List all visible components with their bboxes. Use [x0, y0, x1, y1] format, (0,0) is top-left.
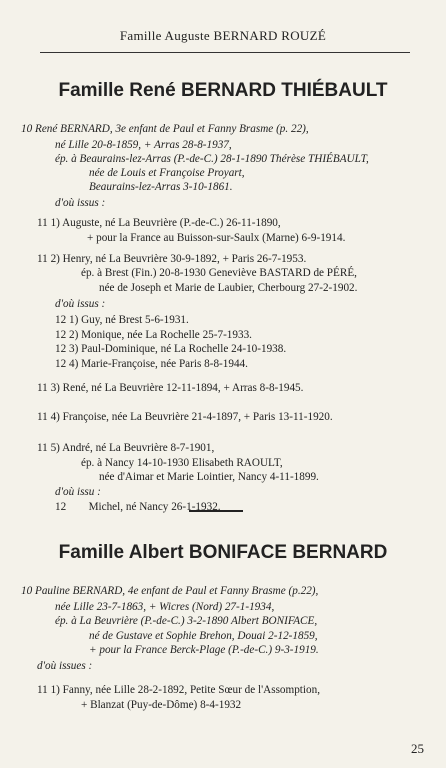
entry-line: 11 5) André, né La Beuvrière 8-7-1901,	[37, 442, 215, 454]
entry-line: 12 4) Marie-Françoise, née Paris 8-8-1944.	[55, 358, 248, 370]
entry-line: né Lille 20-8-1859, + Arras 28-8-1937,	[55, 139, 232, 151]
entry-line: + pour la France au Buisson-sur-Saulx (Marne) 6-9-1914.	[87, 232, 346, 244]
entry-line: 11 3) René, né La Beuvrière 12-11-1894, + Arras 8-8-1945.	[37, 382, 304, 394]
entry-line: + pour la France Berck-Plage (P.-de-C.) 9-3-1919.	[89, 644, 319, 656]
entry-line: d'où issus :	[55, 197, 106, 209]
running-header: Famille Auguste BERNARD ROUZÉ	[119, 28, 327, 43]
entry-line: 12 2) Monique, née La Rochelle 25-7-1933.	[55, 329, 252, 341]
entry-line: née d'Aimar et Marie Lointier, Nancy 4-11-1899.	[99, 471, 319, 483]
entry-line: Beaurains-lez-Arras 3-10-1861.	[89, 181, 233, 193]
entry-line: née de Louis et Françoise Proyart,	[89, 167, 245, 179]
entry-line: 12 3) Paul-Dominique, né La Rochelle 24-10-1938.	[55, 343, 287, 355]
entry-line: ép. à Beaurains-lez-Arras (P.-de-C.) 28-1-1890 Thérèse THIÉBAULT,	[55, 153, 369, 165]
entry-line: ép. à Brest (Fin.) 20-8-1930 Geneviève BASTARD de PÉRÉ,	[81, 267, 357, 279]
entry-line: + Blanzat (Puy-de-Dôme) 8-4-1932	[81, 699, 242, 711]
entry-line: d'où issu :	[55, 486, 101, 498]
entry-line: ép. à La Beuvrière (P.-de-C.) 3-2-1890 Albert BONIFACE,	[55, 615, 318, 627]
entry-line: d'où issus :	[55, 298, 106, 310]
page-number: 25	[411, 741, 424, 756]
entry-line: ép. à Nancy 14-10-1930 Elisabeth RAOULT,	[81, 457, 283, 469]
entry-line: 11 1) Fanny, née Lille 28-2-1892, Petite Sœur de l'Assomption,	[37, 684, 321, 696]
entry-line: 12 Michel, né Nancy 26-1-1932.	[55, 501, 221, 513]
entry-line: né de Gustave et Sophie Brehon, Douai 2-12-1859,	[89, 630, 318, 642]
entry-line: 10 René BERNARD, 3e enfant de Paul et Fanny Brasme (p. 22),	[21, 123, 309, 135]
entry-line: 11 2) Henry, né La Beuvrière 30-9-1892, + Paris 26-7-1953.	[37, 253, 307, 265]
section-title-boniface: Famille Albert BONIFACE BERNARD	[58, 542, 388, 563]
header-rule	[40, 52, 410, 53]
entry-line: d'où issues :	[37, 660, 93, 672]
entry-line: 10 Pauline BERNARD, 4e enfant de Paul et Fanny Brasme (p.22),	[21, 585, 319, 597]
entry-line: 12 1) Guy, né Brest 5-6-1931.	[55, 314, 189, 326]
entry-line: née Lille 23-7-1863, + Wicres (Nord) 27-1-1934,	[55, 601, 275, 613]
entry-line: 11 1) Auguste, né La Beuvrière (P.-de-C.) 26-11-1890,	[37, 217, 281, 229]
entry-line: 11 4) Françoise, née La Beuvrière 21-4-1897, + Paris 13-11-1920.	[37, 411, 333, 423]
section-title-thiebault: Famille René BERNARD THIÉBAULT	[58, 80, 388, 101]
section-separator	[189, 510, 243, 512]
entry-line: née de Joseph et Marie de Laubier, Cherbourg 27-2-1902.	[99, 282, 358, 294]
